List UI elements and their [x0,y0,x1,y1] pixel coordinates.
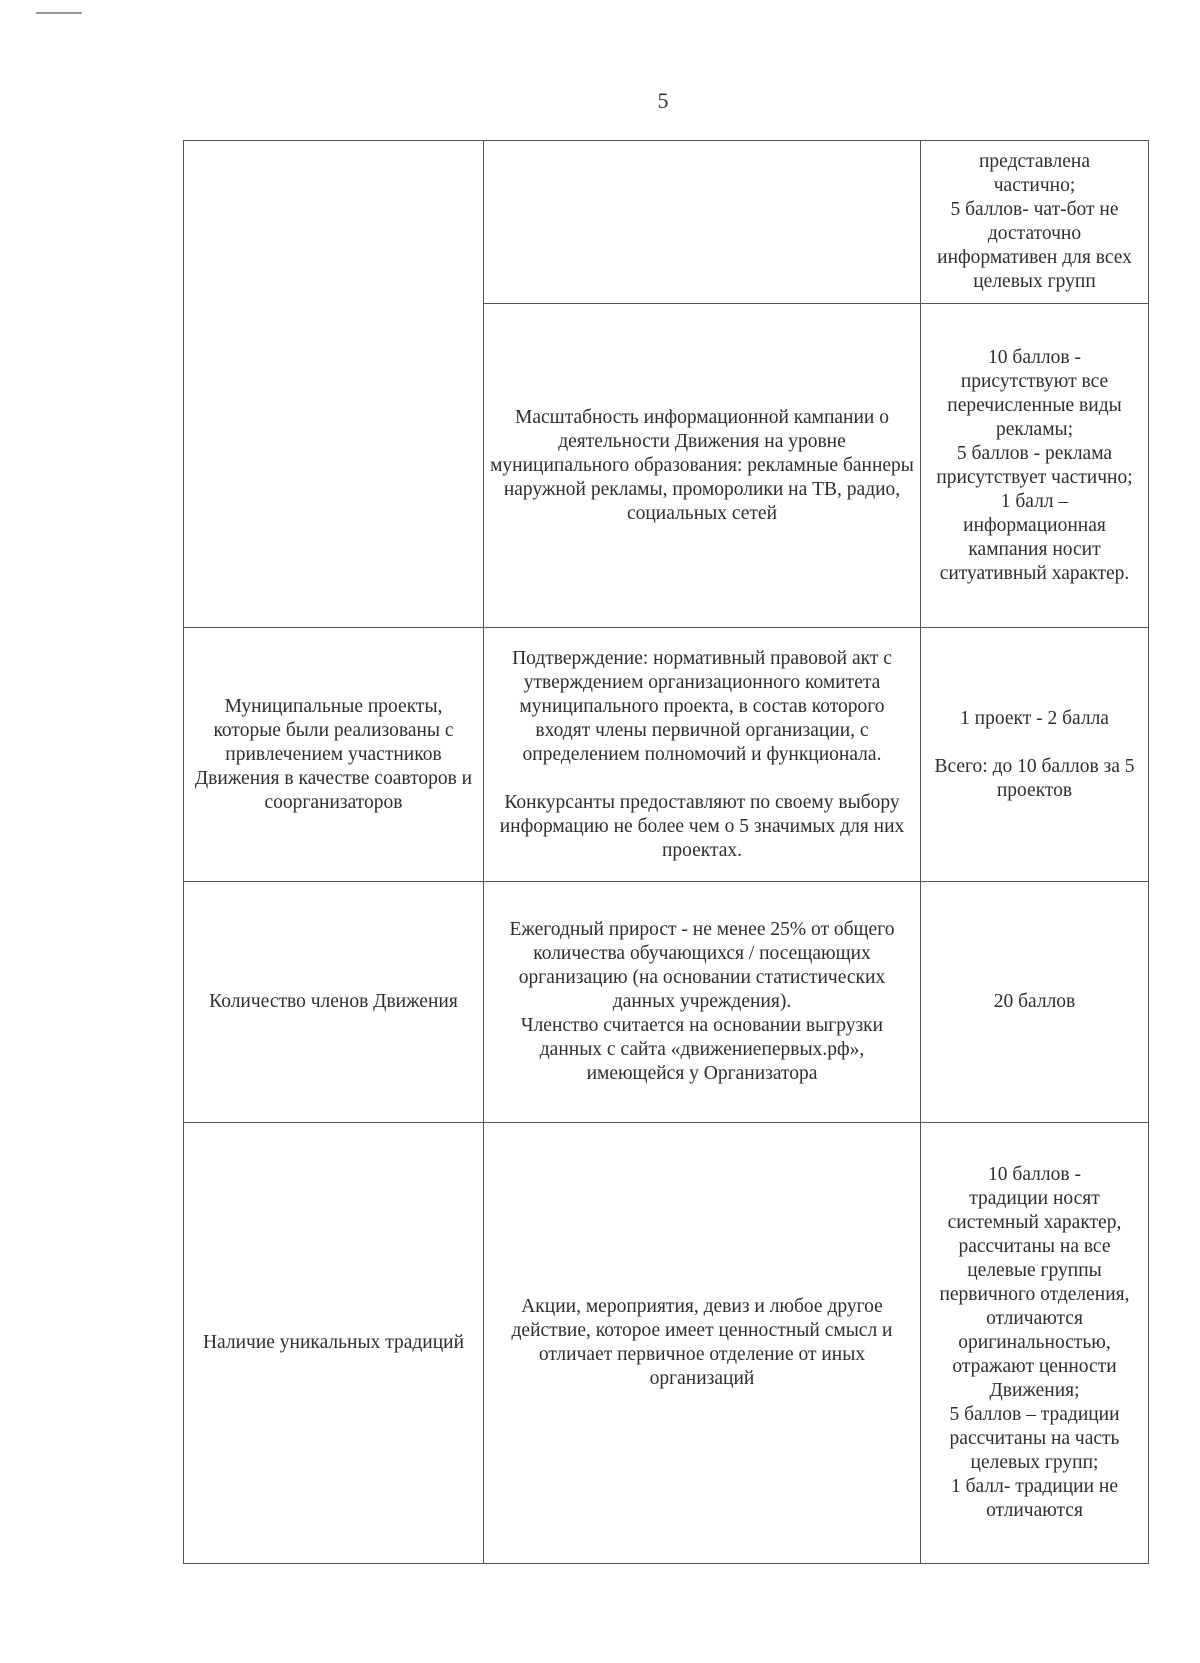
table-row [184,141,1149,304]
scoring-cell: 20 баллов [921,882,1149,1123]
description-cell: Подтверждение: нормативный правовой акт с утверждением организационного комитета муниципального проекта, в состав которого входят члены первичной организации, с определением полномочий и функционала. Конкурсанты предоставляют по своему выбору информацию не более чем о 5 значимых для них проектах. [484,628,921,882]
criteria-table [183,140,1149,1564]
criterion-cell: Наличие уникальных традиций [184,1123,484,1564]
table-row [184,628,1149,882]
page-number: 5 [657,88,669,113]
description-cell: Акции, мероприятия, девиз и любое другое действие, которое имеет ценностный смысл и отличает первичное отделение от иных организаций [484,1123,921,1564]
scan-artifact-line [36,12,82,14]
table-row [184,882,1149,1123]
description-cell: Масштабность информационной кампании о деятельности Движения на уровне муниципального образования: рекламные баннеры наружной рекламы, проморолики на ТВ, радио, социальных сетей [484,304,921,628]
criterion-cell: Количество членов Движения [184,882,484,1123]
scoring-cell: 1 проект - 2 балла Всего: до 10 баллов за 5 проектов [921,628,1149,882]
scoring-cell: представлена частично; 5 баллов- чат-бот не достаточно информативен для всех целевых групп [921,141,1149,304]
scoring-cell: 10 баллов - традиции носят системный характер, рассчитаны на все целевые группы первичного отделения, отличаются оригинальностью, отражают ценности Движения; 5 баллов – традиции рассчитаны на часть целевых групп; 1 балл- традиции не отличаются [921,1123,1149,1564]
description-cell: Ежегодный прирост - не менее 25% от общего количества обучающихся / посещающих организацию (на основании статистических данных учреждения). Членство считается на основании выгрузки данных с сайта «движениепервых.рф», имеющейся у Организатора [484,882,921,1123]
scoring-cell: 10 баллов - присутствуют все перечисленные виды рекламы; 5 баллов - реклама присутствует частично; 1 балл – информационная кампания носит ситуативный характер. [921,304,1149,628]
criterion-cell [184,141,484,628]
table-row [184,1123,1149,1564]
description-cell [484,141,921,304]
criterion-cell: Муниципальные проекты, которые были реализованы с привлечением участников Движения в качестве соавторов и соорганизаторов [184,628,484,882]
